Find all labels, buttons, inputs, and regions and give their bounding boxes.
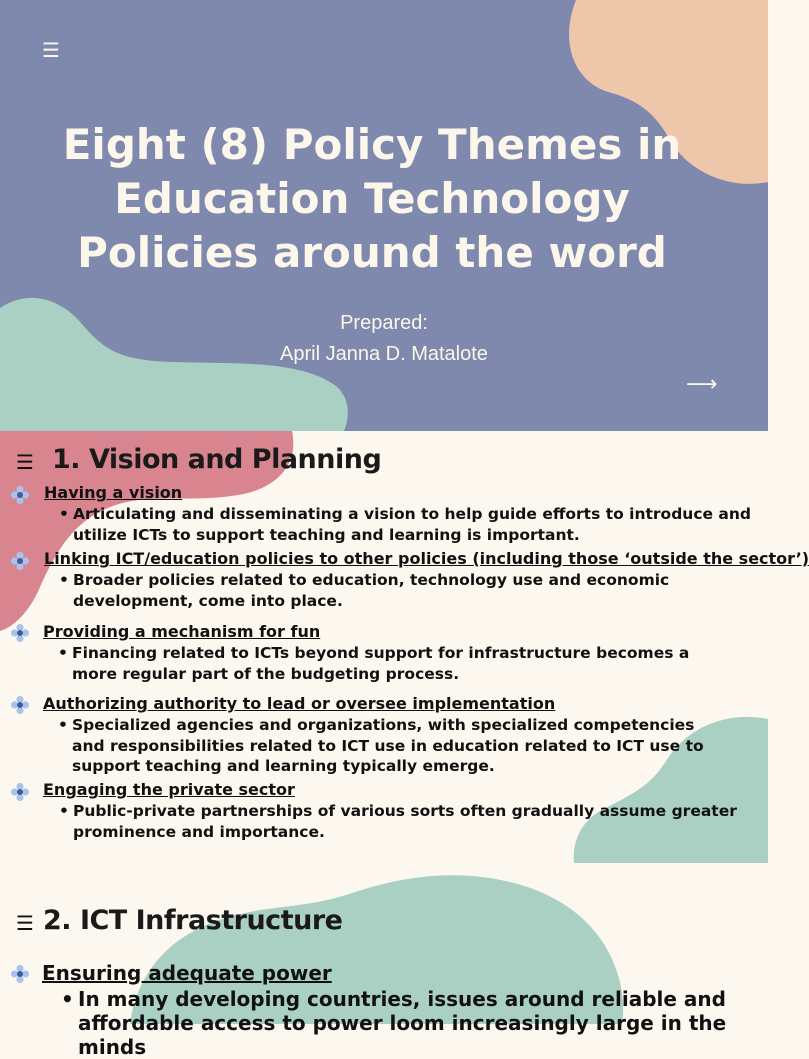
- flower-bullet-icon: [10, 551, 30, 571]
- item-text: • In many developing countries, issues around reliable and affordable access to power loom increasingly large in the minds: [78, 987, 758, 1059]
- item-title: Having a vision: [44, 483, 183, 502]
- menu-icon[interactable]: ☰: [16, 911, 34, 935]
- item-text: • Articulating and disseminating a vision to help guide efforts to introduce and utilize ICTs to support teaching and learning is important.: [73, 504, 767, 545]
- section2-heading: 2. ICT Infrastructure: [43, 905, 343, 936]
- flower-bullet-icon: [10, 695, 30, 715]
- title-line-1: Eight (8) Policy Themes in: [62, 120, 682, 169]
- item-text: • Specialized agencies and organizations, with specialized competencies and responsibilities related to ICT use in education related to ICT use to support teaching and learning typically emerge.: [72, 715, 720, 777]
- item-title: Providing a mechanism for fun: [43, 622, 321, 641]
- title-line-3: Policies around the word: [77, 228, 667, 277]
- item-title: Ensuring adequate power: [42, 961, 332, 985]
- section1-heading: 1. Vision and Planning: [52, 444, 382, 475]
- list-item: [0, 483, 768, 543]
- list-item: [0, 622, 768, 682]
- title-line-2: Education Technology: [114, 174, 630, 223]
- next-arrow-icon[interactable]: ⟶: [686, 372, 718, 397]
- flower-bullet-icon: [10, 782, 30, 802]
- list-item: [0, 694, 768, 776]
- flower-bullet-icon: [10, 485, 30, 505]
- menu-icon[interactable]: ☰: [42, 38, 60, 62]
- item-text: • Financing related to ICTs beyond support for infrastructure becomes a more regular part of the budgeting process.: [72, 643, 732, 684]
- item-text: • Broader policies related to education, technology use and economic development, come into place.: [73, 570, 763, 611]
- list-item: [0, 780, 768, 840]
- item-title: Linking ICT/education policies to other policies (including those ‘outside the sector’): [44, 549, 809, 568]
- flower-bullet-icon: [10, 964, 30, 984]
- list-item: [0, 549, 809, 610]
- author-name: April Janna D. Matalote: [280, 343, 488, 365]
- flower-bullet-icon: [10, 623, 30, 643]
- item-title: Authorizing authority to lead or oversee implementation: [43, 694, 556, 713]
- presentation-title: [40, 118, 704, 280]
- item-title: Engaging the private sector: [43, 780, 295, 799]
- list-item: [0, 960, 768, 1059]
- title-slide: [0, 0, 768, 431]
- item-text: • Public-private partnerships of various sorts often gradually assume greater prominence and importance.: [73, 801, 741, 842]
- content-slide: [0, 431, 809, 1059]
- prepared-label: Prepared:: [340, 312, 428, 334]
- menu-icon[interactable]: ☰: [16, 450, 34, 474]
